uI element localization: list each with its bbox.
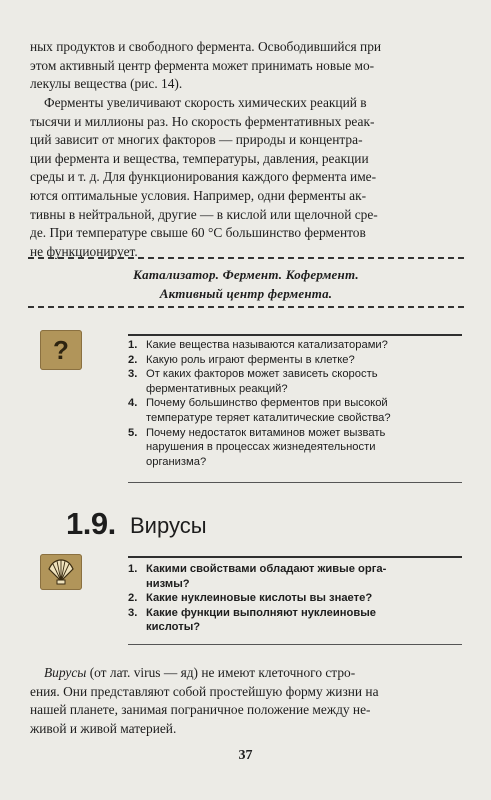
question-text: Какие вещества называются катализаторами? [146, 339, 388, 351]
text-line: среды и т. д. Для функционирования каждого фермента име- [30, 169, 377, 185]
question-text: Почему недостаток витаминов может вызвать [146, 426, 386, 439]
question-number: 4. [128, 397, 138, 410]
page-number: 37 [238, 748, 253, 763]
recall-top-rule [128, 556, 462, 558]
questions-bottom-rule [128, 482, 462, 483]
shell-icon [40, 554, 82, 590]
question-number: 2. [128, 353, 138, 366]
text-line: ения. Они представляют собой простейшую форму жизни на [30, 683, 379, 699]
recall-item [128, 606, 464, 635]
text-line: де. При температуре свыше 60 °С большинство ферментов [30, 225, 366, 241]
review-questions [128, 338, 464, 469]
recall-number: 2. [128, 592, 138, 605]
dashed-divider [28, 257, 464, 259]
section-title: Вирусы [130, 513, 207, 538]
recall-text: низмы? [146, 577, 190, 590]
text-line: ных продуктов и свободного фермента. Освободившийся при [30, 39, 382, 54]
text-fragment: (от лат. virus — яд) не имеют клеточного стро- [86, 665, 356, 680]
text-line: этом активный центр фермента может принимать новые мо- [30, 57, 375, 73]
paragraph-enzyme-release [30, 38, 462, 94]
recall-bottom-rule [128, 644, 462, 645]
key-terms [28, 265, 464, 303]
question-text: организма? [146, 455, 207, 468]
text-line: лекулы вещества (рис. 14). [30, 76, 183, 92]
paragraph-viruses-intro [30, 664, 462, 738]
text-line: тысячи и миллионы раз. Но скорость ферментативных реак- [30, 113, 375, 129]
question-item [128, 426, 464, 470]
recall-number: 1. [128, 563, 138, 575]
question-text: От каких факторов может зависеть скорость [146, 368, 378, 381]
recall-item [128, 562, 464, 591]
recall-number: 3. [128, 606, 138, 619]
section-number: 1.9. [66, 506, 116, 541]
recall-text: Какие функции выполняют нуклеиновые [146, 606, 376, 619]
question-mark-icon: ? [40, 330, 82, 370]
text-line: ются оптимальные условия. Например, одни ферменты ак- [30, 187, 367, 203]
paragraph-enzyme-speed [30, 94, 462, 261]
question-number: 1. [128, 339, 138, 351]
question-text: ферментативных реакций? [146, 382, 288, 395]
key-terms-box [28, 255, 464, 311]
question-number: 3. [128, 368, 138, 381]
question-item [128, 338, 464, 353]
text-line: Ферменты увеличивают скорость химических реакций в [44, 95, 367, 110]
text-line [30, 664, 462, 683]
recall-questions [128, 562, 464, 635]
dashed-divider [28, 306, 464, 308]
key-terms-line: Активный центр фермента. [159, 286, 333, 301]
text-line: не функционирует. [30, 243, 138, 259]
text-line: живой и живой материей. [30, 720, 177, 736]
question-text: Почему большинство ферментов при высокой [146, 397, 388, 410]
question-text: нарушения в процессах жизнедеятельности [146, 441, 376, 454]
recall-text: Какие нуклеиновые кислоты вы знаете? [146, 592, 373, 605]
italic-term: Вирусы [44, 665, 87, 680]
question-item [128, 353, 464, 368]
question-text: Какую роль играют ферменты в клетке? [146, 353, 355, 366]
question-number: 5. [128, 426, 138, 439]
recall-text: кислоты? [146, 621, 201, 634]
text-line: нашей планете, занимая пограничное положение между не- [30, 702, 371, 718]
text-line: ций зависит от многих факторов — природы и концентра- [30, 132, 363, 148]
recall-item [128, 591, 464, 606]
key-terms-line: Катализатор. Фермент. Кофермент. [133, 267, 359, 282]
question-item [128, 367, 464, 396]
questions-top-rule [128, 334, 462, 336]
text-line: тивны в нейтральной, другие — в кислой или щелочной сре- [30, 206, 378, 222]
recall-text: Какими свойствами обладают живые орга- [146, 563, 387, 575]
question-item [128, 396, 464, 425]
question-text: температуре теряет каталитические свойства? [146, 411, 391, 424]
text-line: ции фермента и вещества, температуры, давления, реакции [30, 150, 369, 166]
